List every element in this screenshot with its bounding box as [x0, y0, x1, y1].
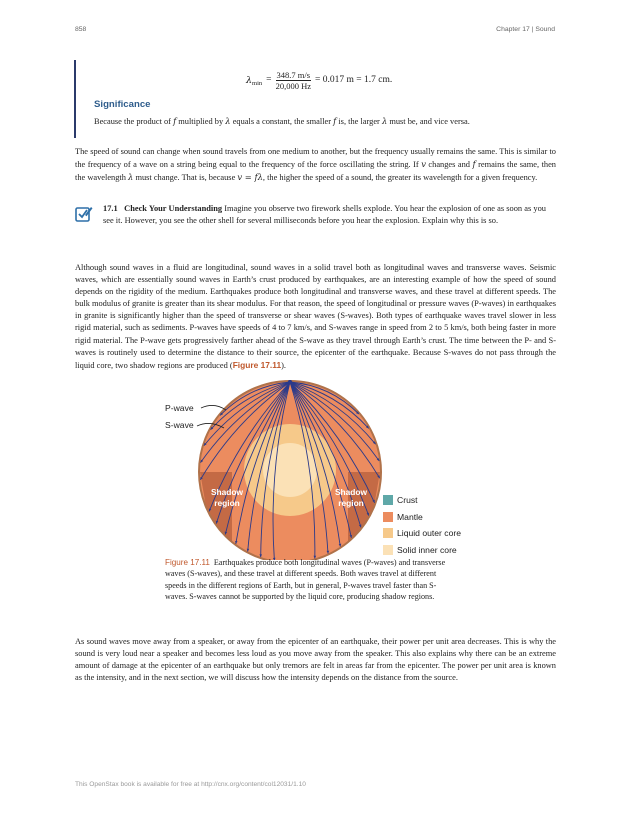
significance-text-part: equals a constant, the smaller [230, 117, 334, 126]
significance-text-part: is, the larger [336, 117, 382, 126]
significance-text-part: Because the product of [94, 117, 174, 126]
legend-label: Solid inner core [397, 544, 457, 555]
paragraph-text: The speed of sound can change when sound travels from one medium to another, but the frequency usually remains the same. This is similar to the frequency of a wave on a string being equal to the frequency of the force oscillating the string. If [75, 147, 556, 170]
fraction [276, 70, 312, 91]
fraction-denominator: 20,000 Hz [275, 80, 311, 91]
legend-label: Liquid outer core [397, 527, 462, 538]
shadow-region-right-label: Shadow region [334, 487, 368, 508]
equation-result: = 0.017 m = 1.7 cm. [315, 75, 393, 85]
paragraph-text: , the higher the speed of a sound, the greater its wavelength for a given frequency. [262, 173, 538, 183]
chapter-title: Chapter 17 | Sound [496, 26, 555, 33]
paragraph-speed-of-sound [75, 146, 556, 184]
paragraph-intensity: As sound waves move away from a speaker, or away from the epicenter of an earthquake, their power per unit area decreases. This is why the sound is very loud near a speaker and becomes less loud as you move away from the speaker. This also explains why there can be an extreme amount of damage at the epicenter of an earthquake but only tremors are felt in areas far from the epicenter. The power per unit area is known as the intensity, and in the next section, we will discuss how the intensity depends on the distance from the source. [75, 637, 556, 683]
equation-subscript: min [252, 79, 263, 87]
symbol-lambda: λ [128, 172, 134, 183]
legend-label: Mantle [397, 511, 423, 522]
symbol-v: v [421, 159, 426, 170]
check-text: Imagine you observe two firework shells explode. You hear the explosion of one as soon as you see it. However, you see the other shell for several milliseconds before you hear the explosion. Explain why this is so. [103, 204, 546, 226]
solid-inner-core [263, 443, 317, 497]
epicenter [288, 380, 292, 384]
caption-text: Earthquakes produce both longitudinal waves (P-waves) and transverse waves (S-waves), and these travel at different speeds. Both waves travel at different speeds in the different regions of Earth, but in general, P-waves travel faster than S-waves. S-waves cannot be supported by the liquid core, producing shadow regions. [165, 558, 446, 601]
p-wave-label: P-wave [165, 403, 194, 413]
footer-text: This OpenStax book is available for free at http://cnx.org/content/col12031/1.10 [75, 781, 306, 788]
s-wave-label: S-wave [165, 420, 194, 430]
legend-item-solid-inner-core [383, 544, 457, 555]
paragraph-text: remains the same, then the wavelength [75, 160, 556, 183]
legend-item-liquid-outer-core [383, 527, 461, 538]
symbol-lambda: λ [381, 116, 388, 126]
check-title: Check Your Understanding [124, 204, 223, 213]
formula-v-equals-f-lambda: v = fλ [237, 172, 263, 183]
shadow-region-left-label: Shadow region [210, 487, 244, 508]
legend-swatch [383, 512, 393, 522]
check-number: 17.1 [103, 204, 118, 213]
equation [246, 67, 392, 93]
symbol-f: f [472, 159, 476, 170]
symbol-f: f [333, 116, 337, 126]
paragraph-text: Although sound waves in a fluid are longitudinal, sound waves in a solid travel both as longitudinal waves and transverse waves. Seismic waves, which are essentially sound waves in Earth’s crust produced by earthquakes, are an interesting example of how the speed of sound depends on the rigidity of the medium. Earthquakes produce both longitudinal and transverse waves, and these travel at different speeds. The bulk modulus of granite is greater than its shear modulus. For that reason, the speed of longitudinal or pressure waves (P-waves) in earthquakes in granite is significantly higher than the speed of transverse or shear waves (S-waves). Both types of earthquake waves travel slower in less rigid material, such as sediments. P-waves have speeds of 4 to 7 km/s, and S-waves range in speed from 2 to 5 km/s, both being faster in more rigid material. The P-wave gets progressively farther ahead of the S-wave as they travel through Earth’s crust. The time between the P- and S-waves is routinely used to determine the distance to their source, the epicenter of the earthquake. Because S-waves do not pass through the liquid core, two shadow regions are produced ( [75, 263, 556, 370]
legend-swatch [383, 545, 393, 555]
check-understanding [103, 203, 546, 227]
paragraph-text: changes and [425, 160, 473, 170]
paragraph-text: ). [281, 360, 286, 370]
paragraph-seismic-waves [75, 262, 556, 372]
page-number: 858 [75, 26, 87, 33]
figure-link[interactable]: Figure 17.11 [232, 359, 282, 370]
equals-sign: = [266, 75, 272, 85]
caption-label: Figure 17.11 [165, 558, 210, 567]
legend-swatch [383, 528, 393, 538]
fraction-numerator: 348.7 m/s [276, 69, 311, 80]
paragraph-text: must change. That is, because [133, 173, 238, 183]
equation-lambda: λ [246, 74, 253, 86]
significance-text-part: must be, and vice versa. [387, 117, 470, 126]
legend-label: Crust [397, 494, 418, 505]
checkbox-pencil-icon [75, 205, 93, 223]
significance-heading: Significance [94, 99, 151, 110]
legend-swatch [383, 495, 393, 505]
legend-item-mantle [383, 511, 423, 522]
p-wave-pointer [201, 405, 226, 410]
symbol-f: f [173, 116, 177, 126]
symbol-lambda: λ [225, 116, 231, 126]
legend-item-crust [383, 494, 418, 505]
example-box-border [74, 60, 76, 138]
figure-caption [165, 557, 455, 602]
significance-text-part: multiplied by [176, 117, 226, 126]
significance-text [94, 116, 470, 126]
